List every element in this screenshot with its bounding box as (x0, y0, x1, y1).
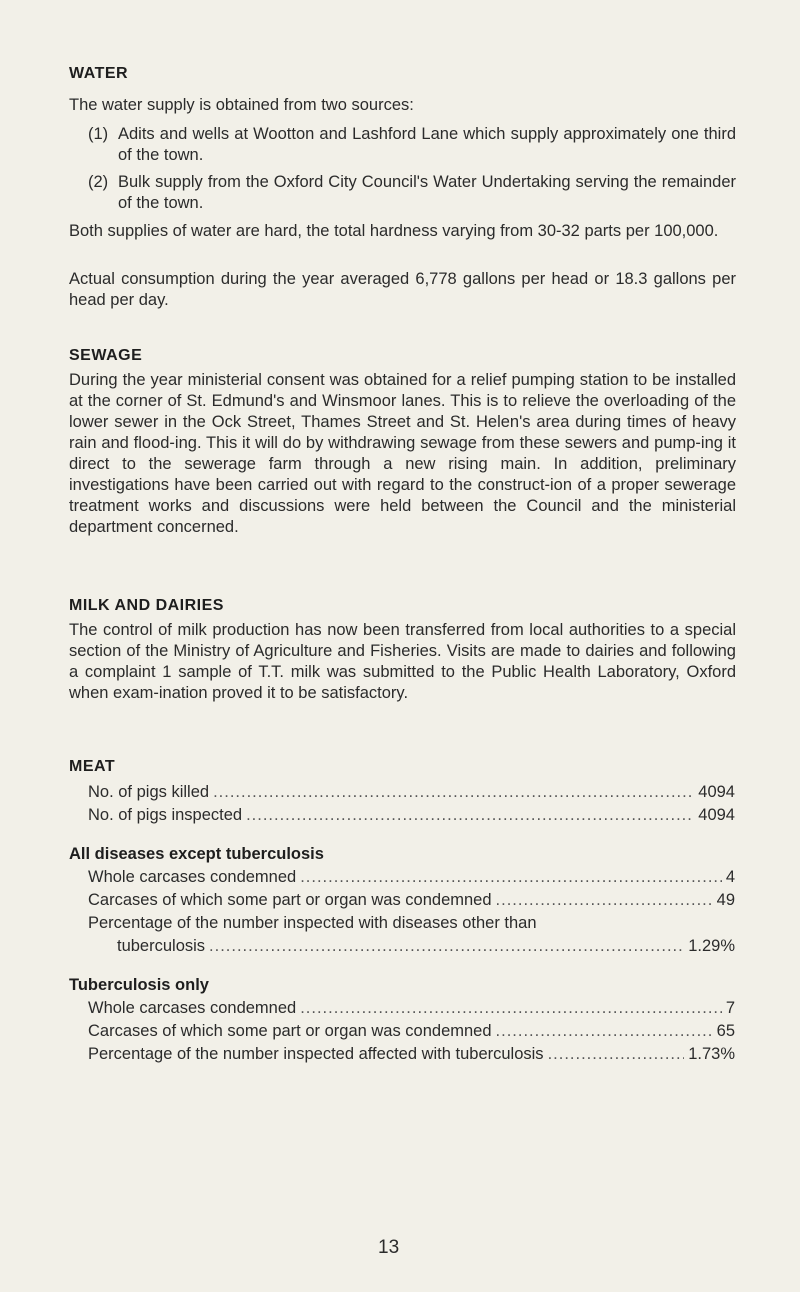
leader-dots (496, 890, 713, 911)
leader-dots (213, 782, 694, 803)
source-number: (1) (88, 125, 109, 143)
all-whole-row (88, 867, 735, 888)
row-label: No. of pigs inspected (88, 806, 243, 824)
milk-heading: MILK AND DAIRIES (69, 597, 224, 614)
row-value: 49 (716, 891, 735, 909)
tb-pct-row (88, 1044, 735, 1065)
pigs-inspected-row (88, 805, 735, 826)
leader-dots (246, 805, 694, 826)
row-value: 4094 (698, 806, 735, 824)
row-label: Whole carcases condemned (88, 999, 297, 1017)
leader-dots (209, 936, 684, 957)
water-source-1 (69, 124, 736, 166)
leader-dots (300, 998, 722, 1019)
sewage-text: During the year ministerial consent was obtained for a relief pumping station to be installed at the corner of St. Edmund's and Winsmoor lanes. This is to relieve the overloading of the lower sewer in the Ock Street, Thames Street and St. Helen's area during times of heavy rain and flood-ing. This it will do by withdrawing sewage from these sewers and pump-ing it direct to the sewerage farm through a new rising main. In addition, preliminary investigations have been carried out with regard to the construct-ion of a proper sewerage treatment works and discussions were held between the Council and the ministerial department concerned. (69, 371, 736, 536)
row-value: 4 (725, 868, 735, 886)
tb-whole-row (88, 998, 735, 1019)
source-number: (2) (88, 173, 109, 191)
row-label: tuberculosis (117, 937, 206, 955)
water-hardness: Both supplies of water are hard, the total hardness varying from 30-32 parts per 100,000. (69, 222, 719, 240)
source-text: Adits and wells at Wootton and Lashford Lane which supply approximately one third of the town. (118, 125, 736, 164)
row-value: 1.73% (688, 1045, 735, 1063)
water-intro: The water supply is obtained from two sources: (69, 96, 414, 114)
row-label: Carcases of which some part or organ was condemned (88, 1022, 492, 1040)
leader-dots (496, 1021, 713, 1042)
sewage-heading: SEWAGE (69, 347, 143, 364)
row-label: Carcases of which some part or organ was condemned (88, 891, 492, 909)
source-text: Bulk supply from the Oxford City Council's Water Undertaking serving the remainder of the town. (118, 173, 736, 212)
leader-dots (548, 1044, 685, 1065)
all-part-row (88, 890, 735, 911)
all-pct-row (117, 936, 735, 957)
pigs-killed-row (88, 782, 735, 803)
water-consumption: Actual consumption during the year averaged 6,778 gallons per head or 18.3 gallons per head per day. (69, 270, 736, 309)
tb-part-row (88, 1021, 735, 1042)
all-pct-label: Percentage of the number inspected with diseases other than (88, 914, 537, 932)
all-diseases-subheading: All diseases except tuberculosis (69, 845, 324, 863)
water-heading: WATER (69, 65, 129, 82)
row-value: 65 (716, 1022, 735, 1040)
row-label: Percentage of the number inspected affected with tuberculosis (88, 1045, 544, 1063)
leader-dots (300, 867, 722, 888)
page-number: 13 (378, 1237, 400, 1258)
row-label: Whole carcases condemned (88, 868, 297, 886)
row-value: 1.29% (688, 937, 735, 955)
milk-text: The control of milk production has now been transferred from local authorities to a special section of the Ministry of Agriculture and Fisheries. Visits are made to dairies and following a complaint 1 sample of T.T. milk was submitted to the Public Health Laboratory, Oxford when exam-ination proved it to be satisfactory. (69, 621, 736, 702)
row-value: 4094 (698, 783, 735, 801)
meat-heading: MEAT (69, 758, 116, 775)
tb-only-subheading: Tuberculosis only (69, 976, 209, 994)
water-source-2 (69, 172, 736, 214)
row-label: No. of pigs killed (88, 783, 210, 801)
row-value: 7 (725, 999, 735, 1017)
